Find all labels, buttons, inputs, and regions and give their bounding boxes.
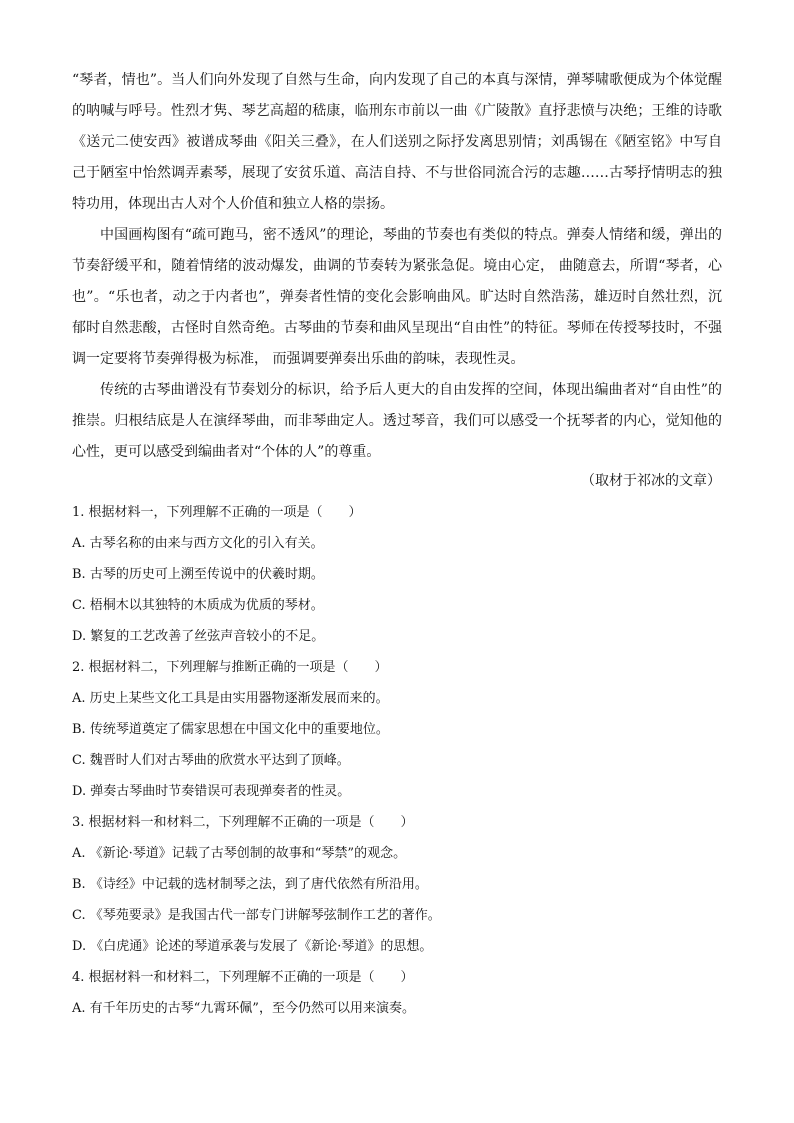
question-2-stem: 2. 根据材料二，下列理解与推断正确的一项是（ ） — [72, 660, 388, 675]
question-1-option-b: B. 古琴的历史可上溯至传说中的伏羲时期。 — [72, 567, 324, 582]
question-1-stem: 1. 根据材料一，下列理解不正确的一项是（ ） — [72, 505, 362, 520]
question-2-option-c: C. 魏晋时人们对古琴曲的欣赏水平达到了顶峰。 — [72, 753, 350, 768]
passage-paragraph-1: “琴者，情也”。当人们向外发现了自然与生命，向内发现了自己的本真与深情，弹琴啸歌便成为个体觉醒的呐喊与呼号。性烈才隽、琴艺高超的嵇康，临刑东市前以一曲《广陵散》直抒悲愤与决绝；王维的诗歌《送元二使安西》被谱成琴曲《阳关三叠》，在人们送别之际抒发离思别情；刘禹锡在《陋室铭》中写自己于陋室中怡然调弄素琴，展现了安贫乐道、高洁自持、不与世俗同流合污的志趣……古琴抒情明志的独特功用，体现出古人对个人价值和独立人格的崇扬。 — [72, 72, 722, 212]
question-3-option-d: D. 《白虎通》论述的琴道承袭与发展了《新论·琴道》的思想。 — [72, 939, 433, 954]
question-4-option-a: A. 有千年历史的古琴“九霄环佩”，至今仍然可以用来演奏。 — [72, 1001, 415, 1016]
passage-paragraph-3: 传统的古琴曲谱没有节奏划分的标识，给予后人更大的自由发挥的空间，体现出编曲者对“自由性”的推崇。归根结底是人在演绎琴曲，而非琴曲定人。透过琴音，我们可以感受一个抚琴者的内心，觉知他的心性，更可以感受到编曲者对“个体的人”的尊重。 — [72, 382, 722, 460]
question-3-option-a: A. 《新论·琴道》记载了古琴创制的故事和“琴禁”的观念。 — [72, 846, 407, 861]
question-1-option-d: D. 繁复的工艺改善了丝弦声音较小的不足。 — [72, 629, 325, 644]
question-2-option-d: D. 弹奏古琴曲时节奏错误可表现弹奏者的性灵。 — [72, 784, 351, 799]
question-4-stem: 4. 根据材料一和材料二，下列理解不正确的一项是（ ） — [72, 970, 414, 985]
passage-paragraph-2: 中国画构图有“疏可跑马，密不透风”的理论，琴曲的节奏也有类似的特点。弹奏人情绪和缓，弹出的节奏舒缓平和，随着情绪的波动爆发，曲调的节奏转为紧张急促。境由心定， 曲随意去，所谓“琴者，心也”。“乐也者，动之于内者也”，弹奏者性情的变化会影响曲风。旷达时自然浩荡，雄迈时自然壮烈，沉郁时自然悲酸，古怪时自然奇绝。古琴曲的节奏和曲风呈现出“自由性”的特征。琴师在传授琴技时，不强调一定要将节奏弹得极为标准， 而强调要弹奏出乐曲的韵味，表现性灵。 — [72, 227, 722, 367]
question-3-stem: 3. 根据材料一和材料二，下列理解不正确的一项是（ ） — [72, 815, 414, 830]
question-1-option-a: A. 古琴名称的由来与西方文化的引入有关。 — [72, 536, 324, 551]
question-2-option-a: A. 历史上某些文化工具是由实用器物逐渐发展而来的。 — [72, 691, 389, 706]
question-3-option-c: C. 《琴苑要录》是我国古代一部专门讲解琴弦制作工艺的著作。 — [72, 908, 441, 923]
question-3-option-b: B. 《诗经》中记载的选材制琴之法，到了唐代依然有所沿用。 — [72, 877, 428, 892]
question-2-option-b: B. 传统琴道奠定了儒家思想在中国文化中的重要地位。 — [72, 722, 389, 737]
question-1-option-c: C. 梧桐木以其独特的木质成为优质的琴材。 — [72, 598, 324, 613]
source-attribution: （取材于祁冰的文章） — [581, 473, 721, 489]
